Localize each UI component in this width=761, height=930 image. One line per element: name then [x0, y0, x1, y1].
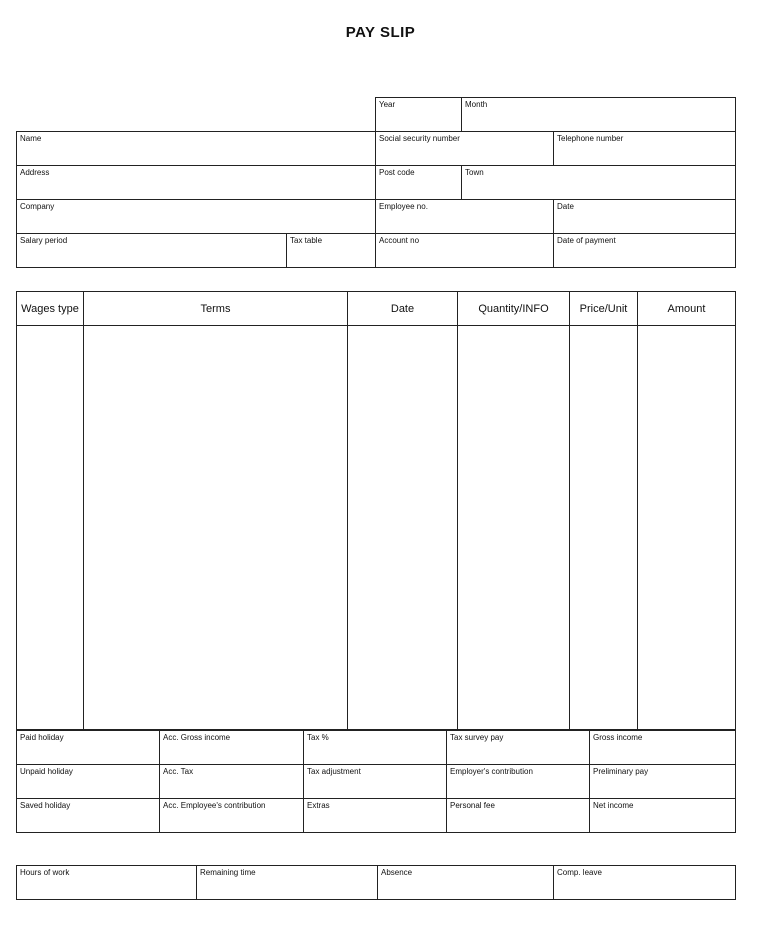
employer-contribution-field[interactable]: [447, 765, 590, 799]
tax-percent-field[interactable]: [304, 731, 447, 765]
address-field[interactable]: [17, 166, 376, 200]
comp-leave-field[interactable]: [554, 866, 736, 900]
quantity-info-column[interactable]: [458, 326, 570, 730]
ssn-label: Social security number: [379, 134, 460, 143]
personal-fee-label: Personal fee: [450, 801, 495, 810]
tax-percent-label: Tax %: [307, 733, 329, 742]
paid-holiday-label: Paid holiday: [20, 733, 64, 742]
employee-no-label: Employee no.: [379, 202, 428, 211]
terms-column[interactable]: [84, 326, 348, 730]
telephone-field[interactable]: [554, 132, 736, 166]
page-title: PAY SLIP: [345, 24, 416, 41]
unpaid-holiday-field[interactable]: [17, 765, 160, 799]
tax-table-label: Tax table: [290, 236, 323, 245]
account-no-field[interactable]: [376, 234, 554, 268]
acc-employee-contribution-label: Acc. Employee's contribution: [163, 801, 266, 810]
header-price-unit: Price/Unit: [570, 292, 638, 326]
extras-field[interactable]: [304, 799, 447, 833]
date-column[interactable]: [348, 326, 458, 730]
preliminary-pay-label: Preliminary pay: [593, 767, 649, 776]
tax-adjustment-field[interactable]: [304, 765, 447, 799]
company-field[interactable]: [17, 200, 376, 234]
employee-info-table: [16, 97, 736, 268]
town-label: Town: [465, 168, 484, 177]
date-label: Date: [557, 202, 574, 211]
employee-no-field[interactable]: [376, 200, 554, 234]
remaining-time-label: Remaining time: [200, 868, 256, 877]
header-amount: Amount: [638, 292, 736, 326]
paid-holiday-field[interactable]: [17, 731, 160, 765]
saved-holiday-field[interactable]: [17, 799, 160, 833]
gross-income-label: Gross income: [593, 733, 643, 742]
comp-leave-label: Comp. leave: [557, 868, 602, 877]
salary-period-field[interactable]: [17, 234, 287, 268]
header-terms: Terms: [84, 292, 348, 326]
tax-table-field[interactable]: [287, 234, 376, 268]
personal-fee-field[interactable]: [447, 799, 590, 833]
net-income-label: Net income: [593, 801, 634, 810]
acc-tax-field[interactable]: [160, 765, 304, 799]
tax-survey-pay-field[interactable]: [447, 731, 590, 765]
date-of-payment-field[interactable]: [554, 234, 736, 268]
header-date: Date: [348, 292, 458, 326]
wages-table: [16, 291, 736, 730]
net-income-field[interactable]: [590, 799, 736, 833]
hours-of-work-label: Hours of work: [20, 868, 70, 877]
unpaid-holiday-label: Unpaid holiday: [20, 767, 73, 776]
time-table: [16, 865, 736, 900]
name-field[interactable]: [17, 132, 376, 166]
town-field[interactable]: [462, 166, 736, 200]
absence-field[interactable]: [378, 866, 554, 900]
post-code-field[interactable]: [376, 166, 462, 200]
remaining-time-field[interactable]: [197, 866, 378, 900]
employer-contribution-label: Employer's contribution: [450, 767, 533, 776]
header-quantity-info: Quantity/INFO: [458, 292, 570, 326]
absence-label: Absence: [381, 868, 413, 877]
month-field[interactable]: [462, 98, 736, 132]
acc-gross-income-label: Acc. Gross income: [163, 733, 231, 742]
acc-employee-contribution-field[interactable]: [160, 799, 304, 833]
tax-survey-pay-label: Tax survey pay: [450, 733, 504, 742]
name-label: Name: [20, 134, 42, 143]
date-field[interactable]: [554, 200, 736, 234]
post-code-label: Post code: [379, 168, 415, 177]
hours-of-work-field[interactable]: [17, 866, 197, 900]
tax-adjustment-label: Tax adjustment: [307, 767, 361, 776]
amount-column[interactable]: [638, 326, 736, 730]
year-field[interactable]: [376, 98, 462, 132]
extras-label: Extras: [307, 801, 330, 810]
date-of-payment-label: Date of payment: [557, 236, 616, 245]
ssn-field[interactable]: [376, 132, 554, 166]
acc-tax-label: Acc. Tax: [163, 767, 194, 776]
year-label: Year: [379, 100, 396, 109]
account-no-label: Account no: [379, 236, 420, 245]
telephone-label: Telephone number: [557, 134, 624, 143]
salary-period-label: Salary period: [20, 236, 68, 245]
gross-income-field[interactable]: [590, 731, 736, 765]
saved-holiday-label: Saved holiday: [20, 801, 71, 810]
month-label: Month: [465, 100, 488, 109]
price-unit-column[interactable]: [570, 326, 638, 730]
acc-gross-income-field[interactable]: [160, 731, 304, 765]
header-wages-type: Wages type: [17, 292, 84, 326]
preliminary-pay-field[interactable]: [590, 765, 736, 799]
company-label: Company: [20, 202, 55, 211]
address-label: Address: [20, 168, 50, 177]
wages-type-column[interactable]: [17, 326, 84, 730]
summary-table: [16, 730, 736, 833]
